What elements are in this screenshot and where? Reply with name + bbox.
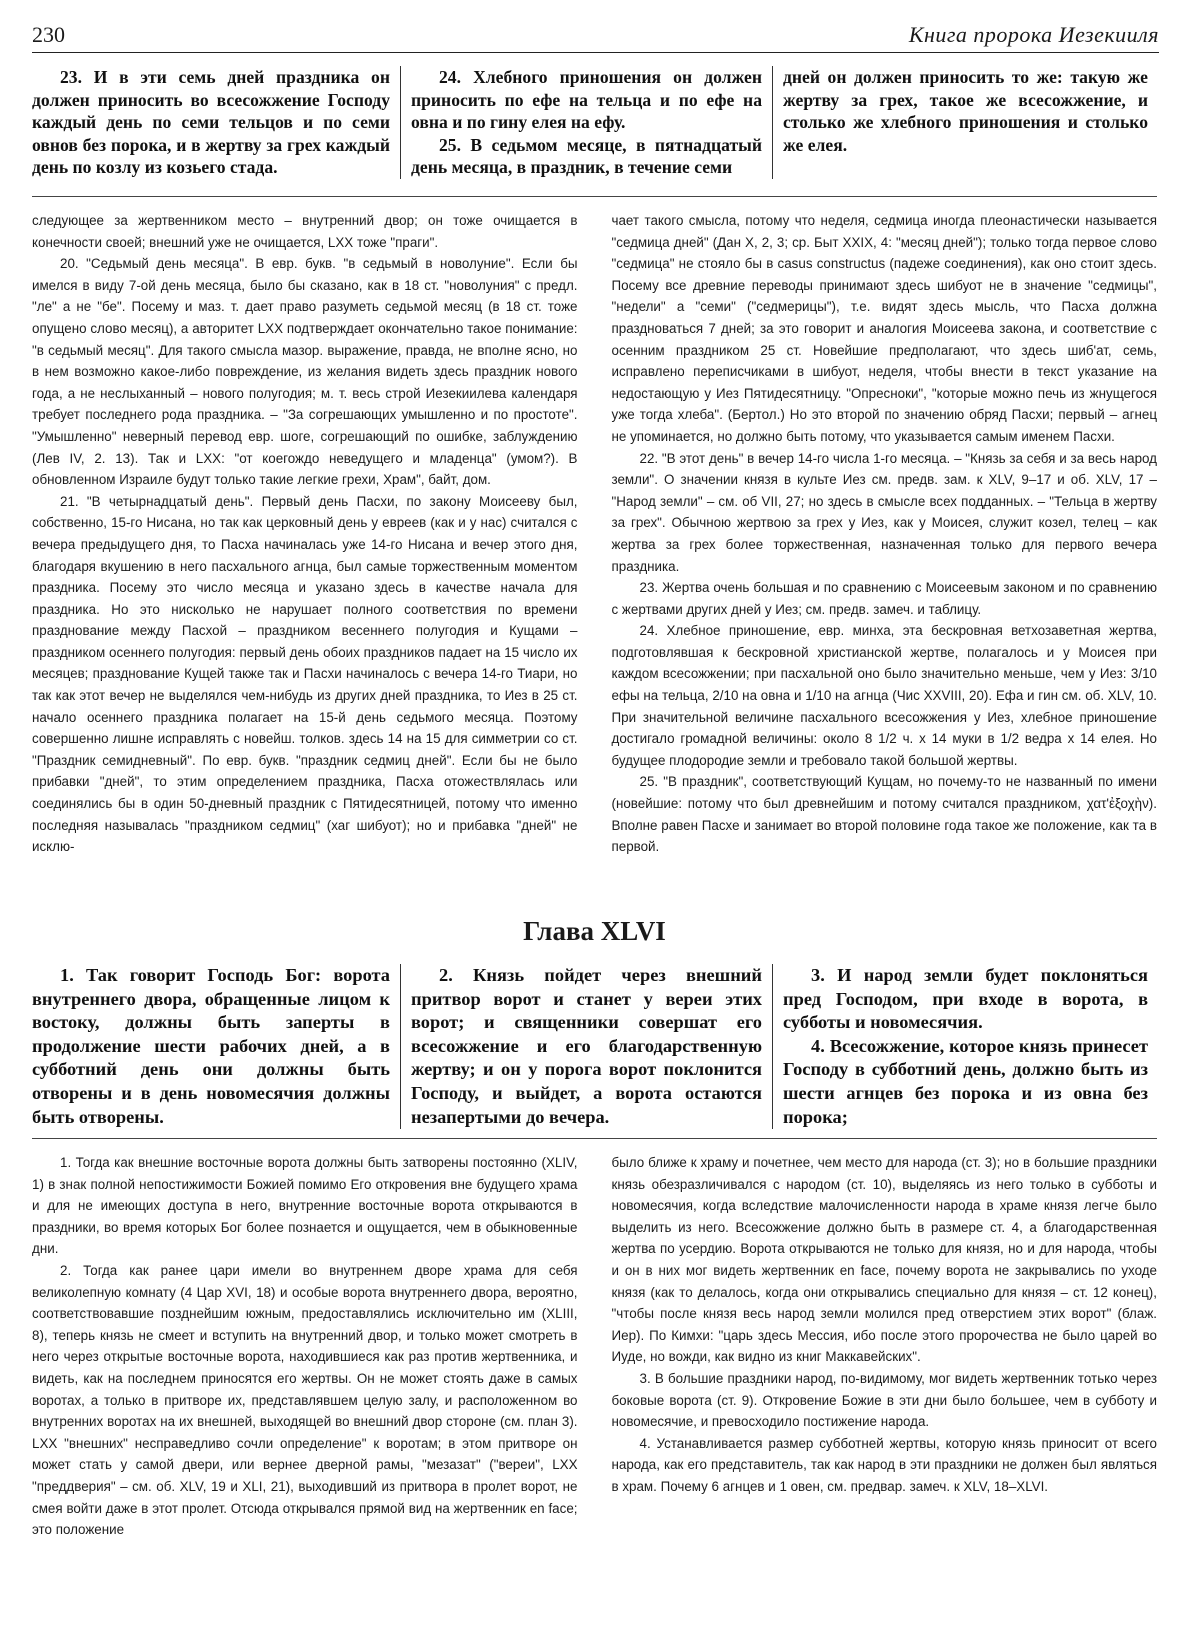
verse-25-continued: дней он должен приносить то же: такую же жертву за грех, такое же всесожжение, и столько же хлебного приношения и столько же елея.: [783, 67, 1148, 155]
commentary-25: 25. "В праздник", соответствующий Кущам, но почему-то не названный по имени (новейшие: потому что был древнейшим и потому считался праздником, χατ'ἐξοχὴν). Вполне равен Пасхе и занимает во второй половине года такое же положение, как та в первой.: [611, 774, 1157, 855]
top-verses-col-3: [772, 66, 1158, 179]
commentary-21: 21. "В четырнадцатый день". Первый день Пасхи, по закону Моисееву был, собственно, 15-го Нисана, но так как церковный день у евреев (как и у нас) считался с вечера предыдущего дня, то Пасха начиналась уже 14-го Нисана и вечер этого дня, благодаря вкушению в него пасхального агнца, был самые торжественным моментом праздника. Посему это число месяца и указано здесь в качестве начала для праздника. Но это нисколько не нарушает полного соответствия по времени празднование между Пасхой – праздником весеннего полугодия и Кущами – праздником осеннего полугодия: первый день обоих праздников падает на 15 число их месяцев; празднование Кущей также так и Пасхи начиналось с вечера 14-го Тиари, но так как этот вечер не выделялся чем-нибудь из других дней праздника, то Иез в 25 ст. начало осеннего праздника полагает на 15-й день седьмого месяца. Поэтому совершенно лишне исправлять с новейш. толков. здесь 14 на 15 для симметрии со ст. "Праздник семидневный". По евр. букв. "праздник седмиц дней". Если бы не было прибавки "дней", то этим определением праздника, Пасха отожествлялась или соединялись бы в один 50-дневный праздник с Пятидесятницей, потому что именно последняя называлась "праздником седмиц" (хаг шибуот); но и прибавка "дней" не исклю-: [32, 493, 578, 855]
commentary-22: 22. "В этот день" в вечер 14-го числа 1-го месяца. – "Князь за себя и за весь народ земли". О значении князя в культе Иез см. предв. зам. к XLV, 9–17 и об. XLV, 17 – "Народ земли" – см. об VII, 27; но здесь в смысле всех подданных. – "Тельца в жертву за грех". Обычною жертвою за грех у Иез, как у Моисея, служит козел, телец – как жертва за грех более торжественная, назначенная только для первого вечера праздника.: [611, 450, 1157, 574]
page-number: 230: [32, 22, 65, 47]
verse-25: 25. В седьмом месяце, в пятнадцатый день месяца, в праздник, в течение семи: [411, 134, 762, 177]
top-verses-col-2: [400, 66, 772, 179]
chapter-verses-block: [22, 964, 1158, 1129]
commentary-paragraph: следующее за жертвенником место – внутренний двор; он тоже очищается в конечности своей; внешний уже не очищается, LXX тоже "праги".: [32, 213, 578, 250]
book-title: Книга пророка Иезекииля: [908, 22, 1159, 47]
bottom-commentary-right: [612, 1152, 1158, 1541]
chapter-verses-col-1: [22, 964, 400, 1129]
commentary-1: 1. Тогда как внешние восточные ворота должны быть затворены постоянно (XLIV, 1) в знак полной непостижимости Божией помимо Его откровения вне будущего храма и для не имеющих доступа в него, внутренние восточные ворота открываются в праздники, во время которых Бог более познается и ощущается, чем в обыкновенные дни.: [32, 1155, 578, 1257]
section-divider: [32, 1138, 1157, 1139]
verse-24: 24. Хлебного приношения он должен приносить по ефе на тельца и по ефе на овна и по гину елея на ефу.: [411, 67, 762, 132]
commentary-3: 3. В большие праздники народ, по-видимому, мог видеть жертвенник тотько через боковые ворота (ст. 9). Откровение Божие в эти дни было большее, чем в субботу и новомесячие, и превосходило постижение народа.: [611, 1370, 1157, 1430]
verse-23: 23. И в эти семь дней праздника он должен приносить во всесожжение Господу каждый день по семи тельцов и по семи овнов без порока, и в жертву за грех каждый день по козлу из козьего стада.: [32, 67, 390, 177]
section-divider: [32, 196, 1157, 197]
bottom-commentary: [32, 1152, 1157, 1541]
chapter-heading: Глава XLVI: [523, 916, 666, 946]
commentary-paragraph: было ближе к храму и почетнее, чем место для народа (ст. 3); но в большие праздники князь обезразличивался с народом (ст. 10), выделяясь из него только в субботы и новомесячия, когда вследствие малочисленности народа в храме князя легче было выделить из него. Всесожжение должно быть в размере ст. 4, а благодарственная жертва по усердию. Ворота открываются не только для князя, но и для народа, чтобы и он в них мог видеть жертвенник en face, почему ворота не закрывались по уходе князя (как то делалось, когда они открывались специально для князя – ст. 12 конец), "чтобы после князя весь народ земли молился пред отверстием этих ворот" (блаж. Иер). По Кимхи: "царь здесь Мессия, ибо после этого пророчества не было царей во Иуде, но вожди, как видно из книг Маккавейских".: [611, 1155, 1157, 1365]
commentary-paragraph: чает такого смысла, потому что неделя, седмица иногда плеонастически называется "седмица дней" (Дан X, 2, 3; ср. Быт XXIX, 4: "месяц дней"); только тогда первое слово "седмица" не стояло бы в casus constructus (падеже соединения), как оно стоит здесь. Посему все древние переводы принимают здесь шибуот не в значение "седмицы", "недели" а "семи" ("седмерицы"), т.е. видят здесь мысль, что Пасха должна праздноваться 7 дней; за это говорит и аналогия Моисеева закона, и соответствие с осенним праздником 25 ст. Новейшие предполагают, что здесь шиб'ат, семь, исправлено переписчиками в шибуот, неделя, чтобы внести в текст указание на недостающую у Иез Пятидесятницу. "Опресноки", "которые можно печь из жнущегося уже тогда хлеба". (Бертол.) Но это второй по значению обряд Пасхи; первый – агнец не упоминается, но должно быть потому, что указывается самым именем Пасхи.: [611, 213, 1157, 444]
top-verses-col-1: [22, 66, 400, 179]
verse-3: 3. И народ земли будет поклоняться пред Господом, при входе в ворота, в субботы и новомесячия.: [783, 965, 1148, 1033]
commentary-24: 24. Хлебное приношение, евр. минха, эта бескровная ветхозаветная жертва, подготовлявшая к бескровной христианской жертве, полагалось и у Моисея при каждом всесожжении; при пасхальной оно было значительно меньше, чем у Иез: 3/10 ефы на тельца, 2/10 на овна и 1/10 на агнца (Чис XXVIII, 20). Ефа и гин см. об. XLV, 10. При значительной величине пасхального всесожжения у Иез, хлебное приношение достигало громадной величины: около 8 1/2 ч. х 14 муки в 1/2 ведра х 14 елея. Но будущее плодородие земли и требовало такой большой жертвы.: [611, 623, 1157, 768]
commentary-2: 2. Тогда как ранее цари имели во внутреннем дворе храма для себя великолепную комнату (4 Цар XVI, 18) и особые ворота внутреннего двора, вероятно, соответствовавшие позднейшим южным, предоставлялись исключительно им (XLIII, 8), теперь князь не смеет и вступить на внутренний двор, и только может смотреть в него через открытые восточные ворота, находившиеся как раз против жертвенника, и видеть, как на последнем приносятся его жертвы. Он не может стоять даже в самых воротах, а только в притворе их, представлявшем целую залу, и расположенном во внутренних воротах на их внешней, выходящей во внешний двор стороне (см. план 3). LXX "внешних" несправедливо сочли определение" к воротам; в этом притворе он может стать у самой двери, или вернее дверной рамы, "мезазат" ("вереи", LXX "преддверия" – см. об. XLV, 19 и XLI, 21), выходивший из притвора в пролет ворот, не смея войти даже в этот пролет. Отсюда открывался прямой вид на жертвенник en face; это положение: [32, 1262, 578, 1538]
chapter-verses-col-2: [400, 964, 772, 1129]
commentary-23: 23. Жертва очень большая и по сравнению с Моисеевым законом и по сравнению с жертвами других дней у Иез; см. предв. замеч. и таблицу.: [611, 580, 1157, 617]
top-commentary-left: [32, 210, 578, 858]
commentary-20: 20. "Седьмый день месяца". В евр. букв. "в седьмый в новолуние". Если бы имелся в виду 7-ой день месяца, было бы сказано, как в 18 ст. "новолуния" с предл. "ле" а не "бе". Посему и маз. т. дает право разуметь седьмой месяц (в 18 ст. тоже опущено слово месяц), а авторитет LXX подтверждает окончательно такое понимание: "в седьмый месяц". Для такого смысла мазор. выражение, правда, не вполне ясно, но в нем возможно какое-либо повреждение, из желания видеть здесь праздник нового года, а не неслыханный – нового полугодия; м. т. весь строй Иезекиилева календаря требует последнего рода праздника. – "За согрешающих умышленно и по простоте". "Умышленно" неверный перевод евр. шоге, согрешающий по ошибке, заблуждению (Лев IV, 2. 13). Так и LXX: "от коегождо неведущего и младенца" (умом?). В обновленном Израиле будут только такие легкие грехи, Храм", байт, дом.: [32, 256, 578, 488]
verse-4: 4. Всесожжение, которое князь принесет Господу в субботний день, должно быть из шести агнцев без порока и из овна без порока;: [783, 1035, 1148, 1127]
top-verses-block: [22, 66, 1158, 179]
verse-2: 2. Князь пойдет через внешний притвор ворот и станет у вереи этих ворот; и священники совершат его всесожжение и его благодарственную жертву; и он у порога ворот поклонится Господу, и выйдет, а ворота остаются незапертыми до вечера.: [411, 965, 762, 1127]
chapter-verses-col-3: [772, 964, 1158, 1129]
bottom-commentary-left: [32, 1152, 578, 1541]
top-commentary: [32, 210, 1157, 858]
verse-1: 1. Так говорит Господь Бог: ворота внутреннего двора, обращенные лицом к востоку, должны быть заперты в продолжение шести рабочих дней, а в субботний день они должны быть отворены и в день новомесячия должны быть отворены.: [32, 965, 390, 1127]
running-header: [32, 18, 1159, 53]
commentary-4: 4. Устанавливается размер субботней жертвы, которую князь приносит от всего народа, как его представитель, так как народ в эти праздники не должен был являться в храм. Почему 6 агнцев и 1 овен, см. предвар. замеч. к XLV, 18–XLVI.: [611, 1435, 1157, 1494]
top-commentary-right: [612, 210, 1158, 858]
